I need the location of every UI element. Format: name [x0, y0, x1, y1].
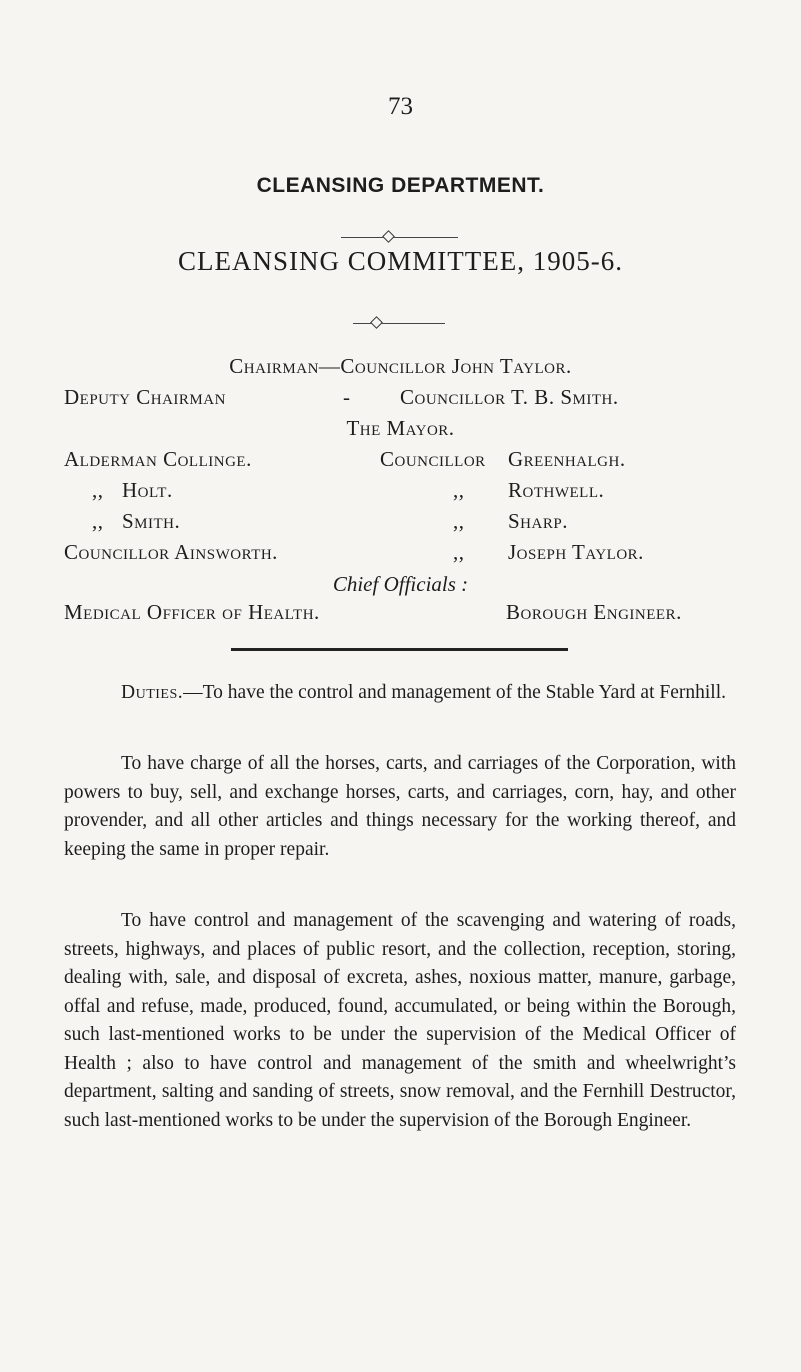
member-right-2: Rothwell.	[508, 478, 605, 502]
duties-lead: Duties.	[121, 682, 184, 703]
ditto-mark: ,,	[453, 478, 465, 502]
deputy-chairman-label: Deputy Chairman	[64, 385, 226, 409]
member-left-4: Councillor Ainsworth.	[64, 540, 278, 564]
duties-text-1: —To have the control and management of the Stable Yard at Fernhill.	[183, 682, 727, 703]
ditto-mark: ,,	[453, 509, 465, 533]
committee-heading: CLEANSING COMMITTEE, 1905-6.	[178, 246, 623, 276]
department-heading: CLEANSING DEPARTMENT.	[256, 174, 545, 197]
ornament-diamond-1	[382, 230, 395, 243]
chief-officials-heading: Chief Officials :	[332, 572, 469, 596]
member-right-3: Sharp.	[508, 509, 568, 533]
ditto-mark: ,,	[92, 509, 104, 533]
duties-paragraph-2	[64, 750, 736, 864]
mayor-line: The Mayor.	[346, 416, 455, 440]
duties-paragraph-1	[64, 679, 736, 708]
ditto-mark: ,,	[453, 540, 465, 564]
chairman-line: Chairman—Councillor John Taylor.	[229, 354, 572, 378]
member-right-1: Greenhalgh.	[508, 447, 626, 471]
chief-official-left: Medical Officer of Health.	[64, 600, 320, 624]
member-left-1: Alderman Collinge.	[64, 447, 252, 471]
deputy-chairman-name: Councillor T. B. Smith.	[400, 385, 619, 409]
page-number: 73	[388, 93, 413, 120]
duties-text-2: To have charge of all the horses, carts, and carriages of the Corporation, with powers to buy, sell, and exchange horses, carts, and carriages, corn, hay, and other provender, and all other articles and things necessary for the working thereof, and keeping the same in proper repair.	[64, 753, 736, 860]
member-right-prefix: Councillor	[380, 447, 486, 471]
ornament-rule-1	[341, 237, 458, 238]
member-right-4: Joseph Taylor.	[508, 540, 644, 564]
ditto-mark: ,,	[92, 478, 104, 502]
ornament-diamond-2	[370, 316, 383, 329]
member-left-3: Smith.	[122, 509, 181, 533]
chief-official-right: Borough Engineer.	[506, 600, 682, 624]
ornament-rule-2	[353, 323, 445, 324]
member-left-2: Holt.	[122, 478, 173, 502]
duties-paragraph-3	[64, 907, 736, 1135]
deputy-chairman-dash: -	[343, 385, 351, 409]
duties-text-3: To have control and management of the scavenging and watering of roads, streets, highways, and places of public resort, and the collection, reception, storing, dealing with, sale, and disposal of excreta, ashes, noxious matter, manure, garbage, offal and refuse, made, produced, found, accumulated, or being within the Borough, such last-mentioned works to be under the supervision of the Medical Officer of Health ; also to have control and management of the smith and wheelwright’s department, salting and sanding of streets, snow removal, and the Fernhill Destructor, such last-mentioned works to be under the supervision of the Borough Engineer.	[64, 910, 736, 1131]
section-divider	[231, 648, 568, 651]
